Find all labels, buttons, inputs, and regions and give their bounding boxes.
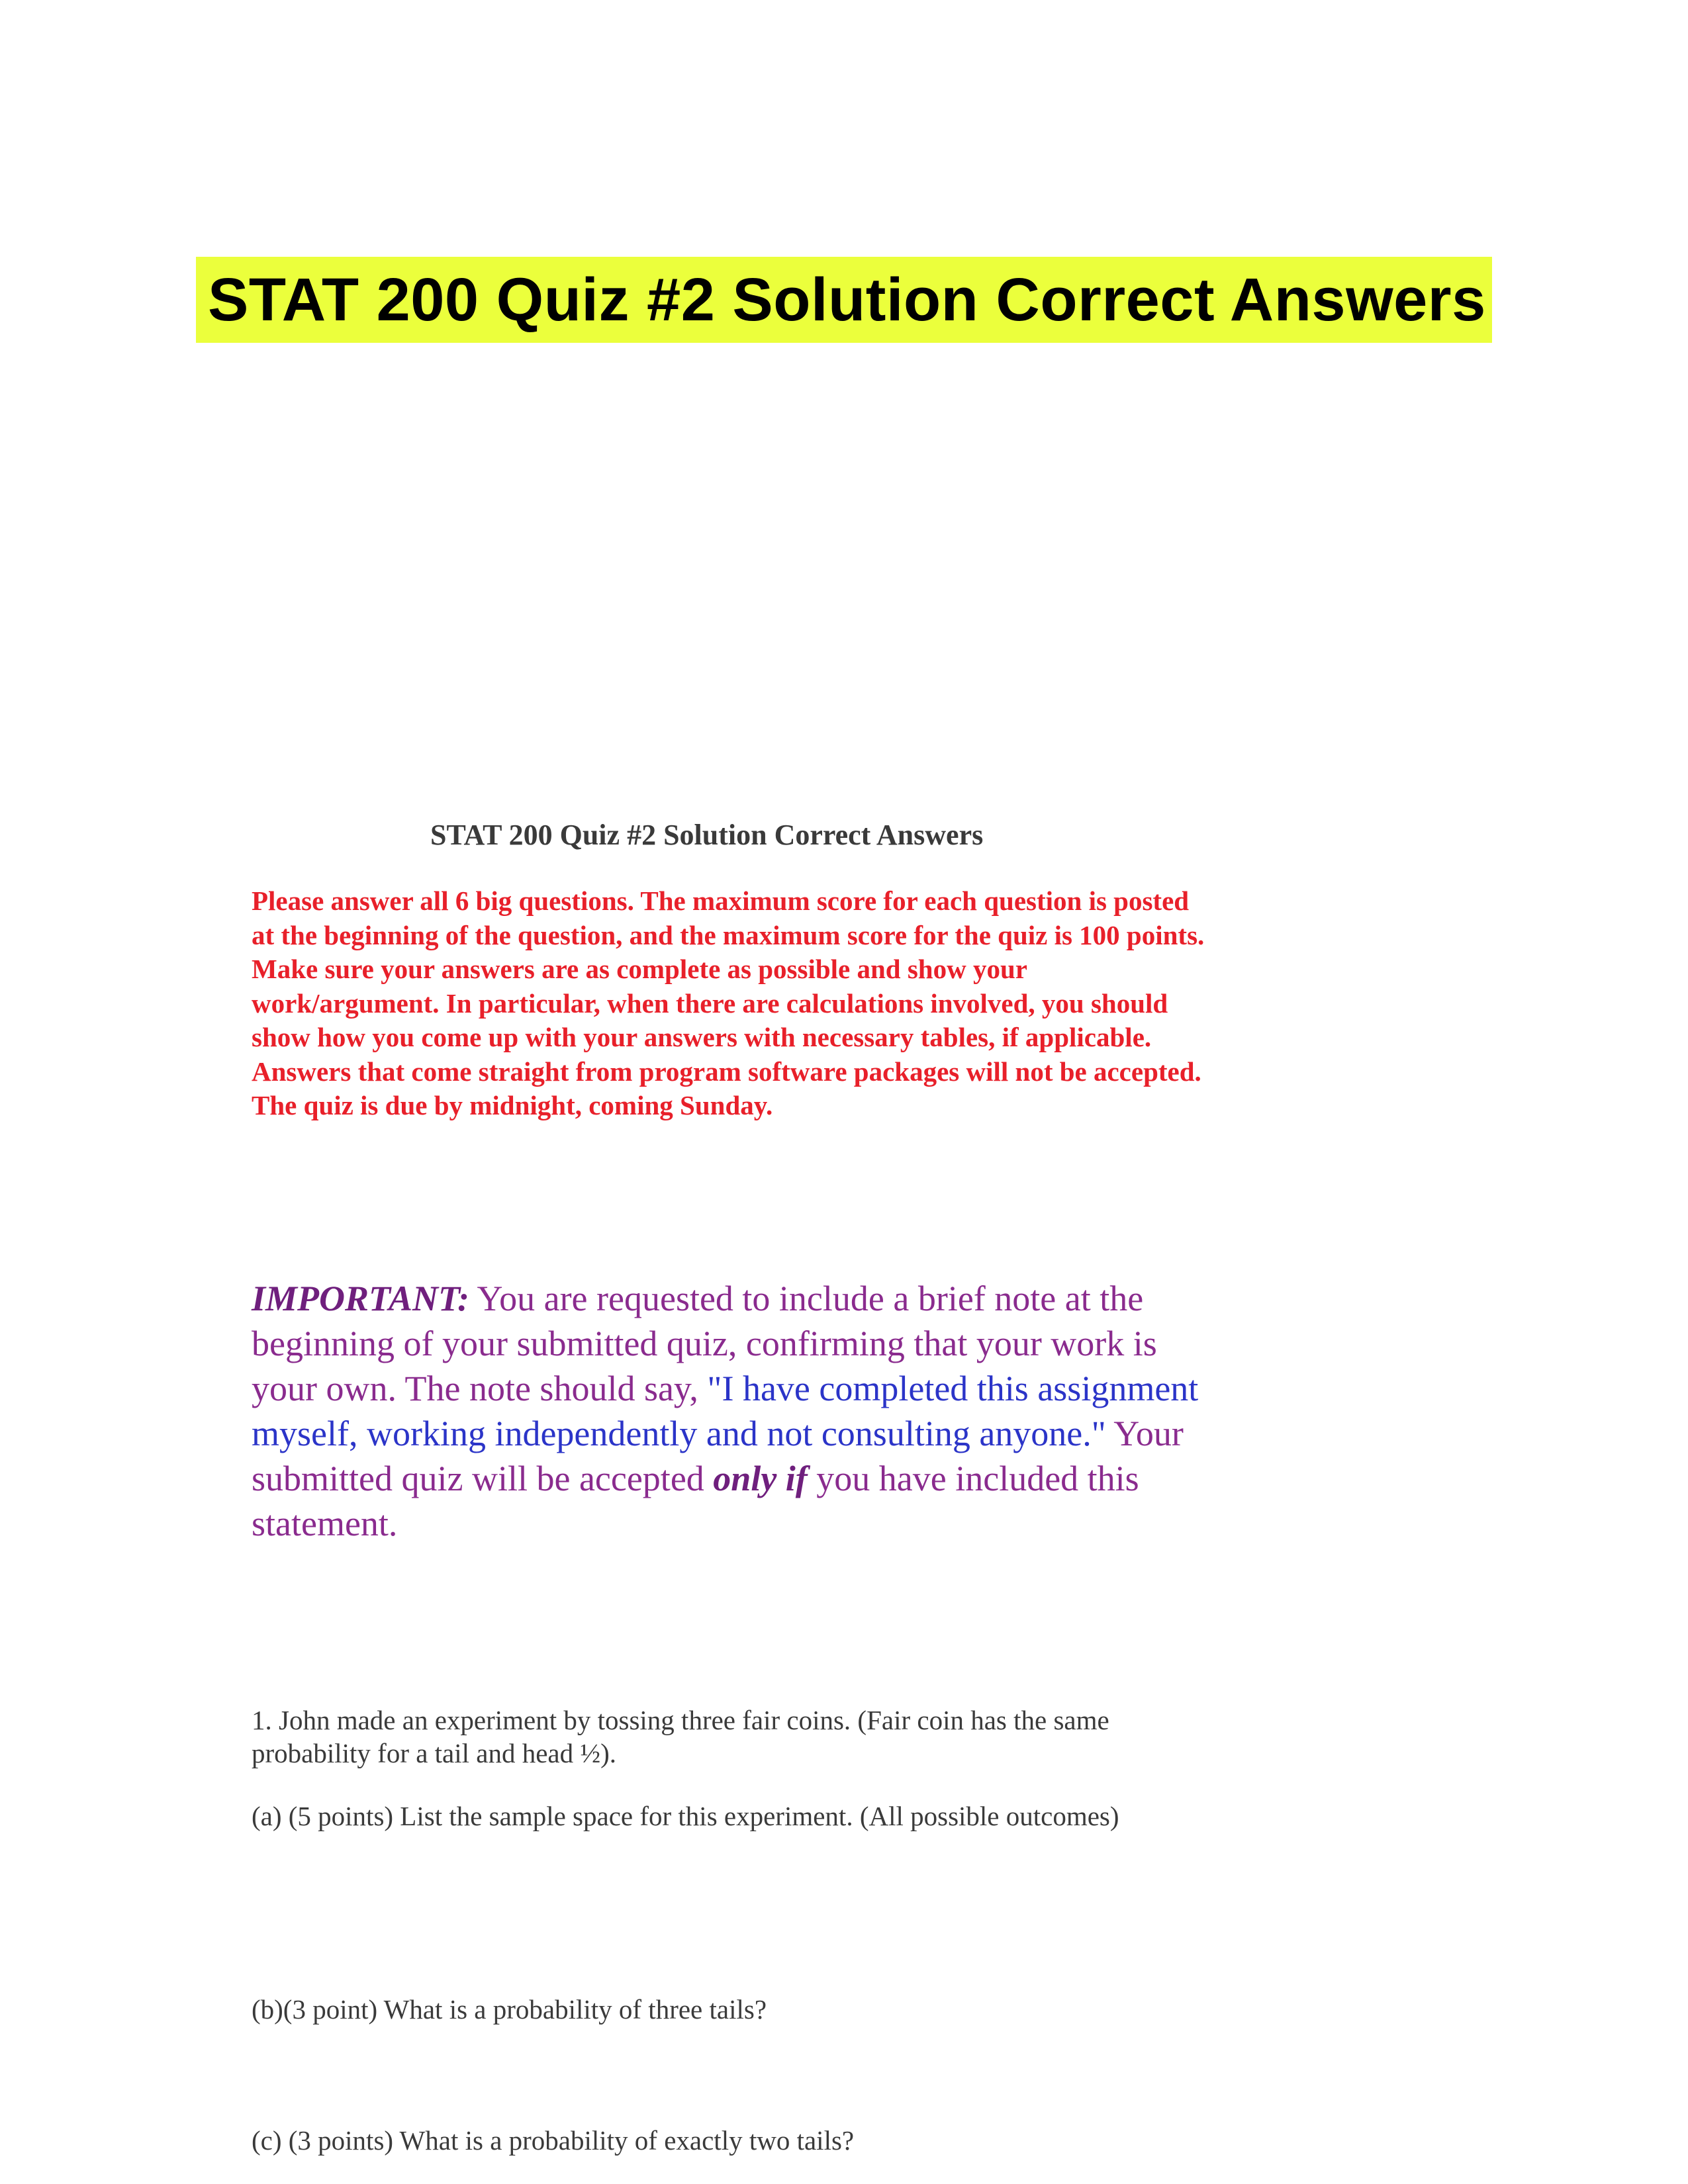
- instructions-paragraph: Please answer all 6 big questions. The maximum score for each question is posted at the beginning of the question, and the maximum score for the quiz is 100 points. Make sure your answers are as complete as possible and show your work/argument. In particular, when there are calculations involved, you should show how you come up with your answers with necessary tables, if applicable. Answers that come straight from program software packages will not be accepted. The quiz is due by midnight, coming Sunday.: [252, 886, 1205, 1120]
- important-notice: [252, 1276, 1211, 1546]
- important-text-1: You are requested to include a brief note at the beginning of your submitted quiz, confirming that your work is your own. The note should say,: [252, 1279, 1157, 1408]
- question-1-part-b: (b)(3 point) What is a probability of three tails?: [252, 1994, 767, 2025]
- question-1-part-c: (c) (3 points) What is a probability of exactly two tails?: [252, 2125, 855, 2156]
- important-text-2: Your submitted quiz will be accepted: [252, 1414, 1184, 1498]
- question-1-part-a: (a) (5 points) List the sample space for this experiment. (All possible outcomes): [252, 1801, 1119, 1831]
- banner-title: STAT 200 Quiz #2 Solution Correct Answers: [208, 265, 1486, 334]
- honor-statement-quote: "I have completed this assignment myself, working independently and not consulting anyone.": [252, 1369, 1199, 1453]
- document-title: STAT 200 Quiz #2 Solution Correct Answers: [430, 819, 984, 851]
- important-label: IMPORTANT:: [252, 1279, 470, 1318]
- question-1-text: 1. John made an experiment by tossing three fair coins. (Fair coin has the same probability for a tail and head ½).: [252, 1705, 1109, 1768]
- important-text-3: you have included this statement.: [252, 1459, 1139, 1543]
- title-banner: [196, 257, 1492, 343]
- important-emphasis: only if: [713, 1459, 808, 1498]
